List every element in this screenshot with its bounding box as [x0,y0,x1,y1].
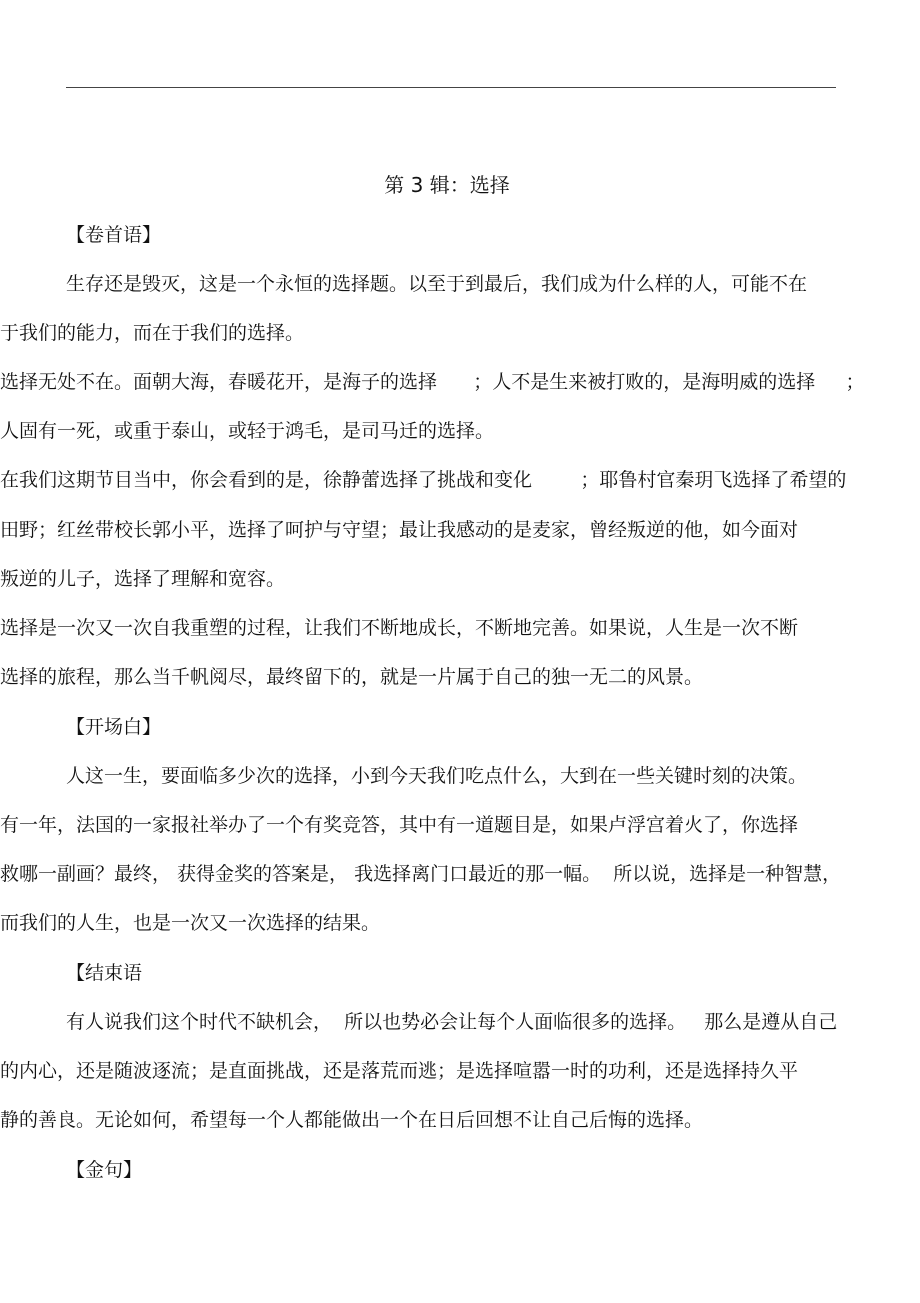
header-rule [66,87,836,88]
preface-line: 选择无处不在。面朝大海，春暖花开，是海子的选择 ；人不是生来被打败的，是海明威的选择 ； [0,371,865,393]
opening-line: 救哪一副画？最终， 获得金奖的答案是， 我选择离门口最近的那一幅。 所以说，选择是一种智慧， [0,863,842,885]
quotes-heading: 【金句】 [66,1159,143,1181]
opening-heading: 【开场白】 [66,716,162,738]
closing-line: 静的善良。无论如何，希望每一个人都能做出一个在日后回想不让自己后悔的选择。 [0,1109,704,1131]
preface-line: 田野；红丝带校长郭小平，选择了呵护与守望；最让我感动的是麦家，曾经叛逆的他，如今面对 [0,519,799,541]
closing-line: 有人说我们这个时代不缺机会， 所以也势必会让每个人面临很多的选择。 那么是遵从自己 [66,1011,838,1033]
page-title: 第 3 辑：选择 [384,173,510,197]
opening-line: 而我们的人生，也是一次又一次选择的结果。 [0,912,381,934]
opening-line: 有一年，法国的一家报社举办了一个有奖竞答，其中有一道题目是，如果卢浮宫着火了，你选择 [0,814,799,836]
closing-line: 的内心，还是随波逐流；是直面挑战，还是落荒而逃；是选择喧嚣一时的功利，还是选择持久平 [0,1060,799,1082]
preface-line: 选择是一次又一次自我重塑的过程，让我们不断地成长，不断地完善。如果说，人生是一次不断 [0,617,799,639]
preface-line: 人固有一死，或重于泰山，或轻于鸿毛，是司马迁的选择。 [0,420,495,442]
preface-line: 于我们的能力，而在于我们的选择。 [0,322,305,344]
preface-line: 选择的旅程，那么当千帆阅尽，最终留下的，就是一片属于自己的独一无二的风景。 [0,666,704,688]
opening-line: 人这一生，要面临多少次的选择，小到今天我们吃点什么，大到在一些关键时刻的决策。 [66,765,808,787]
preface-heading: 【卷首语】 [66,224,162,246]
preface-line: 在我们这期节目当中，你会看到的是，徐静蕾选择了挑战和变化 ；耶鲁村官秦玥飞选择了希望的 [0,469,847,491]
closing-heading: 【结束语 [66,962,143,984]
preface-line: 生存还是毁灭，这是一个永恒的选择题。以至于到最后，我们成为什么样的人，可能不在 [66,273,808,295]
preface-line: 叛逆的儿子，选择了理解和宽容。 [0,568,286,590]
